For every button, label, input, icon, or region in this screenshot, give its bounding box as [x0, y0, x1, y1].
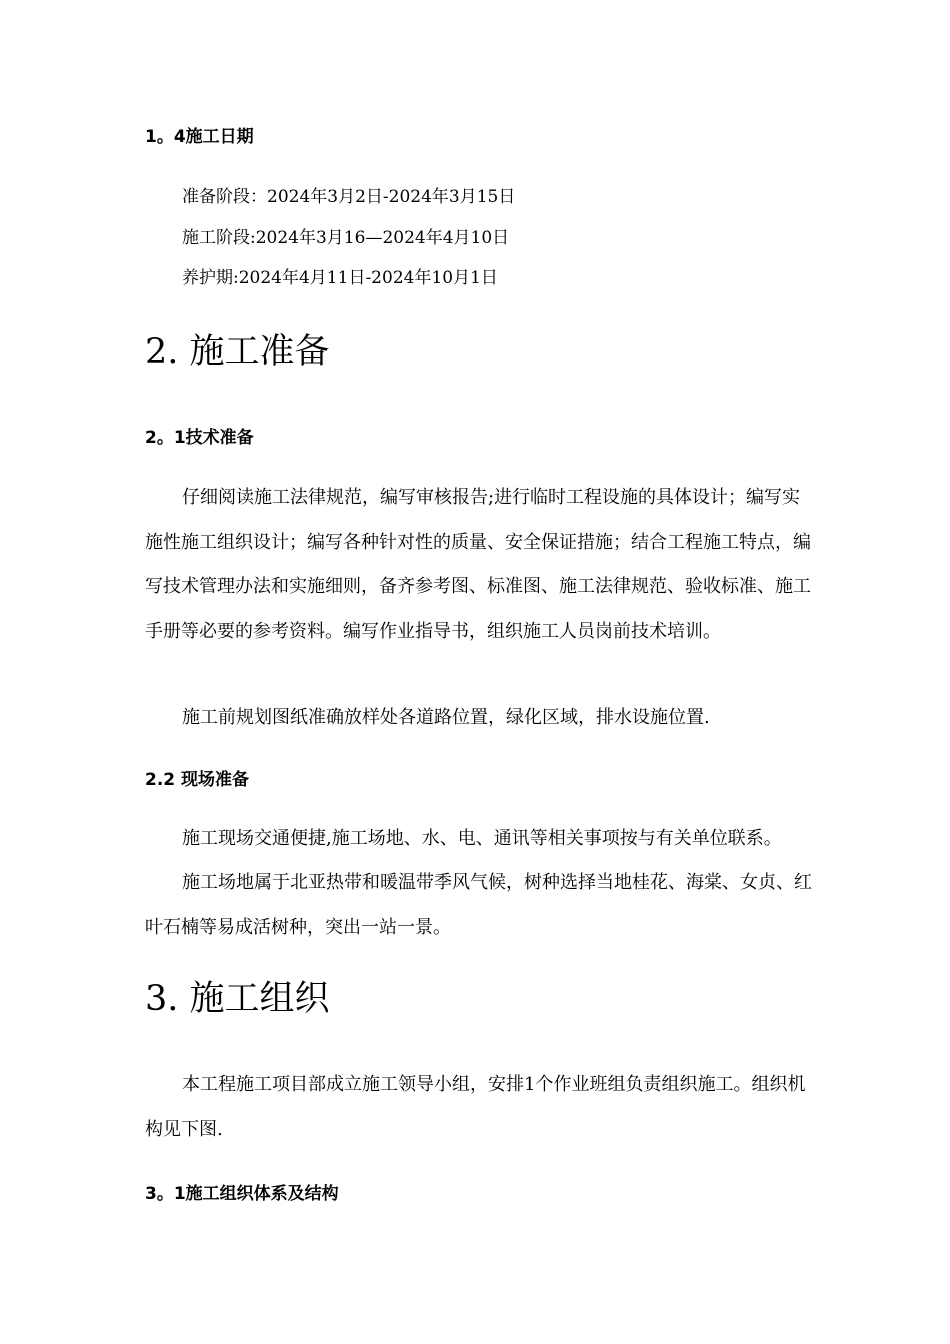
schedule-construction-line: 施工阶段:2024年3月16—2024年4月10日	[182, 228, 510, 248]
section-2-2-heading: 2.2 现场准备	[145, 770, 250, 790]
section-3-heading: 3. 施工组织	[145, 979, 330, 1019]
section-1-4-heading: 1。4施工日期	[145, 127, 254, 147]
section-2-1-heading: 2。1技术准备	[145, 428, 254, 448]
section-2-1-paragraph-2: 施工前规划图纸准确放样处各道路位置，绿化区域，排水设施位置.	[182, 707, 710, 728]
section-2-2-paragraph-2: 施工场地属于北亚热带和暖温带季风气候，树种选择当地桂花、海棠、女贞、红叶石楠等易成活树种，突出一站一景。	[145, 872, 812, 938]
section-3-paragraph: 本工程施工项目部成立施工领导小组，安排1个作业班组负责组织施工。组织机构见下图.	[145, 1074, 806, 1140]
schedule-prep-line: 准备阶段：2024年3月2日-2024年3月15日	[182, 187, 516, 207]
section-2-2-paragraph-1: 施工现场交通便捷,施工场地、水、电、通讯等相关事项按与有关单位联系。	[182, 828, 782, 849]
schedule-maintenance-line: 养护期:2024年4月11日-2024年10月1日	[182, 268, 498, 288]
section-2-1-paragraph-1: 仔细阅读施工法律规范，编写审核报告;进行临时工程设施的具体设计；编写实施性施工组织设计；编写各种针对性的质量、安全保证措施；结合工程施工特点，编写技术管理办法和实施细则，备齐参考图、标准图、施工法律规范、验收标准、施工手册等必要的参考资料。编写作业指导书，组织施工人员岗前技术培训。	[145, 487, 811, 642]
section-3-1-heading: 3。1施工组织体系及结构	[145, 1184, 339, 1204]
section-2-heading: 2. 施工准备	[145, 332, 330, 372]
